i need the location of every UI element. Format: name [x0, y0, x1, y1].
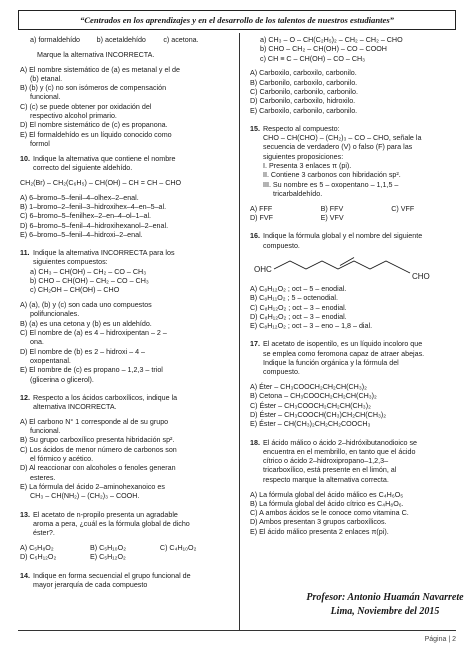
- question-stem: alternativa INCORRECTA.: [33, 403, 117, 412]
- option: C) VFF: [391, 204, 415, 213]
- proposition: III. Su nombre es 5 – oxopentano – 1,1,5 –: [263, 180, 399, 189]
- question-number: 10.: [20, 154, 30, 163]
- proposition: II. Contiene 3 carbonos con hibridación sp².: [263, 171, 401, 180]
- answer-options: [20, 418, 232, 502]
- option: B) La fórmula global del ácido cítrico es C₄H₈O₆.: [250, 499, 404, 508]
- option: E) Éster – CH(CH₃)₂CH₂CH₂COOCH₃: [250, 420, 371, 429]
- compound-item: b) CHO – CH₂ – CH(OH) – CO – COOH: [260, 45, 387, 54]
- question-15: [250, 125, 464, 199]
- option: C) Carbonilo, carbonilo, carbonilo.: [250, 87, 358, 96]
- option: funcional.: [30, 93, 61, 102]
- question-stem: aroma a pera, ¿cuál es la fórmula global de dicho: [33, 519, 190, 528]
- answer-options: [20, 194, 232, 240]
- option: polifuncionales.: [30, 310, 80, 319]
- question-16: [250, 232, 464, 251]
- option: B) Cetona – CH₃COOCH₂CH₂CH(CH₃)₂: [250, 392, 377, 401]
- option: A) El carbono N° 1 corresponde al de su grupo: [20, 417, 169, 426]
- option: D) El nombre de (b) es 2 – hidroxi – 4 –: [20, 347, 146, 356]
- option: E) La fórmula del ácido 2–aminohexanoico es: [20, 482, 165, 491]
- option: D) Carbonilo, carboxilo, hidroxilo.: [250, 97, 356, 106]
- question-stem: El acetato de isopentilo, es un líquido incoloro que: [263, 340, 423, 349]
- option: A) FFF: [250, 204, 273, 213]
- question-stem: Indique la alternativa INCORRECTA para los: [33, 249, 175, 258]
- page-number: Página | 2: [424, 636, 456, 643]
- formula: CH₂(Br) – CH₂(C₆H₅) – CH(OH) – CH = CH – CHO: [20, 178, 182, 187]
- question-stem: compuesto.: [263, 241, 300, 250]
- option: C) (c) se puede obtener por oxidación del: [20, 102, 152, 111]
- question-stem: encuentra en el membrillo, en tanto que el ácido: [263, 447, 416, 456]
- compound-items: [250, 36, 464, 64]
- question-stem: correcto del siguiente aldehído.: [33, 164, 133, 173]
- option: D) Al reaccionar con alcoholes o fenoles generan: [20, 464, 176, 473]
- option: oxopentanal.: [30, 356, 71, 365]
- question-stem: Respecto al compuesto:: [263, 124, 340, 133]
- question-14: [20, 572, 232, 591]
- question-stem: secuencia de verdadero (V) o falso (F) para las: [263, 143, 413, 152]
- answer-options: [250, 69, 464, 115]
- question-18: [250, 439, 464, 485]
- answer-options: [250, 214, 464, 223]
- option: E) C₈H₁₂O₂ ; oct – 3 – eno – 1,8 – dial.: [250, 322, 373, 331]
- question-number: 14.: [20, 571, 30, 580]
- option: esteres.: [30, 473, 56, 482]
- option: D) Ambos presentan 3 grupos carboxílicos.: [250, 518, 387, 527]
- option: el fórmico y acético.: [30, 455, 94, 464]
- option: B) Su grupo carboxílico presenta hibridación sp².: [20, 436, 175, 445]
- option: C) El nombre de (a) es 4 – hidroxipentan – 2 –: [20, 329, 167, 338]
- option: A) (a), (b) y (c) son cada uno compuestos: [20, 301, 152, 310]
- question-13: [20, 511, 232, 539]
- option: C) A ambos ácidos se le conoce como vitamina C.: [250, 509, 409, 518]
- option: A) 6–bromo–5–fenil–4–olhex–2–enal.: [20, 193, 139, 202]
- option: C) 6–bromo–5–fenilhex–2–en–4–ol–1–al.: [20, 212, 152, 221]
- option: ona.: [30, 338, 44, 347]
- option: B) (b) y (c) no son isómeros de compensación: [20, 84, 167, 93]
- option: B) Carbonilo, carboxilo, carbonilo.: [250, 78, 358, 87]
- left-column: [20, 36, 232, 590]
- option-a: a) formaldehído: [30, 36, 81, 44]
- option: A) C₅H₈O₂: [20, 543, 54, 552]
- option: D) Éster – CH₃COOCH(CH₃)CH₂CH(CH₃)₂: [250, 411, 387, 419]
- option: CH₃ – CH(NH₂) – (CH₂)₃ – COOH.: [30, 492, 140, 501]
- question-stem: Indique la función orgánica y la fórmula del: [263, 359, 399, 368]
- answer-options: [20, 301, 232, 385]
- answer-options: [250, 383, 464, 429]
- option: B) (a) es una cetona y (b) es un aldehído.: [20, 319, 152, 328]
- compound-item: a) CH₃ – O – CH(C₂H₅)₂ – CH₂ – CH₂ – CHO: [260, 36, 403, 44]
- option-b: b) acetaldehído: [96, 36, 146, 44]
- page-header: “Centrados en los aprendizajes y en el desarrollo de los talentos de nuestros estudiantes”: [18, 10, 456, 30]
- option: C) Éster – CH₃COOCH₂CH₂CH(CH₃)₂: [250, 401, 371, 410]
- question-stem: Respecto a los ácidos carboxílicos, indique la: [33, 393, 178, 402]
- option: E) 6–bromo–5–fenil–4–hidroxi–2–enal.: [20, 230, 143, 239]
- answer-options: [250, 491, 464, 537]
- question-number: 17.: [250, 340, 260, 349]
- option: A) El nombre sistemático de (a) es metanal y el de: [20, 65, 180, 74]
- mol-label-right: CHO: [412, 271, 430, 281]
- question-stem: siguientes proposiciones:: [263, 152, 344, 161]
- question-12: [20, 394, 232, 413]
- question-stem: CHO – CH(CHO) – (CH₂)₃ – CO – CHO, señale la: [263, 134, 422, 143]
- question-11: [20, 249, 232, 268]
- option: E) Carboxilo, carbonilo, carbonilo.: [250, 106, 358, 115]
- compound-item: a) CH₃ – CH(OH) – CH₂ – CO – CH₃: [30, 267, 147, 276]
- question-number: 13.: [20, 510, 30, 519]
- option: A) Carboxilo, carboxilo, carbonilo.: [250, 69, 357, 78]
- question-stem: Indique la alternativa que contiene el nombre: [33, 154, 176, 163]
- question-stem: compuesto.: [263, 368, 300, 377]
- question-stem: Indique la fórmula global y el nombre del siguiente: [263, 232, 423, 241]
- signature-date: Lima, Noviembre del 2015: [330, 606, 440, 617]
- answer-options: [20, 66, 232, 150]
- question-stem: éster?.: [33, 529, 55, 538]
- option: D) FVF: [250, 214, 274, 223]
- answer-options: [20, 544, 232, 553]
- column-divider: [239, 33, 240, 630]
- question-number: 16.: [250, 232, 260, 241]
- option: A) Éter – CH₃COOCH₂CH₂CH(CH₃)₂: [250, 383, 367, 392]
- option: A) La fórmula global del ácido málico es C₄H₆O₅: [250, 490, 404, 499]
- option: B) C₈H₁₁O₂ ; 5 – octenodial.: [250, 294, 338, 303]
- option: A) C₈H₁₂O₂ ; oct – 5 – enodial.: [250, 284, 347, 293]
- option: E) El formaldehído es un líquido conocido como: [20, 130, 172, 139]
- question-stem: tricarboxílico, está presente en el limón, al: [263, 466, 397, 475]
- question-stem: siguientes compuestos:: [33, 258, 108, 267]
- question-stem: respecto marque la alternativa correcta.: [263, 475, 389, 484]
- option: E) El ácido málico presenta 2 enlaces π(pi).: [250, 527, 389, 536]
- footer-rule: [18, 630, 456, 631]
- compound-item: c) CH₂OH – CH(OH) – CHO: [30, 286, 120, 295]
- mol-label-left: OHC: [254, 264, 272, 274]
- compound-item: b) CHO – CH(OH) – CH₂ – CO – CH₃: [30, 277, 149, 286]
- question-17: [250, 340, 464, 377]
- question-stem: El ácido málico o ácido 2–hidróxibutanodioico se: [263, 438, 418, 447]
- option: funcional.: [30, 427, 61, 436]
- question-number: 11.: [20, 249, 30, 258]
- option: B) 1–bromo–2–fenil–3–hidroxihex–4–en–5–al.: [20, 202, 167, 211]
- compound-names: [20, 36, 232, 45]
- question-stem: se emplea como feromona capaz de atraer abejas.: [263, 349, 425, 358]
- option: D) 6–bromo–5–fenil–4–hidroxihexanol–2–enal.: [20, 221, 169, 230]
- signature-teacher: Profesor: Antonio Huamán Navarrete: [306, 592, 464, 603]
- question-stem: El acetato de n-propilo presenta un agradable: [33, 510, 178, 519]
- option: B) FFV: [320, 204, 344, 213]
- proposition: I. Presenta 3 enlaces π (pi).: [263, 162, 352, 171]
- question-number: 12.: [20, 393, 30, 402]
- option-c: c) acetona.: [163, 36, 199, 44]
- proposition: tricarbaldehído.: [273, 189, 323, 198]
- question-number: 15.: [250, 124, 260, 133]
- compound-item: c) CH ≡ C – CH(OH) – CO – CH₃: [260, 54, 366, 63]
- skeletal-structure: [252, 253, 442, 283]
- option: (glicerina o glicerol).: [30, 375, 94, 384]
- answer-options: [250, 205, 464, 214]
- question-stem: Indique en forma secuencial el grupo funcional de: [33, 571, 191, 580]
- option: D) El nombre sistemático de (c) es propanona.: [20, 121, 168, 130]
- answer-options: [20, 553, 232, 562]
- option: E) C₅H₁₂O₂: [89, 553, 126, 562]
- answer-options: [250, 285, 464, 331]
- option: E) VFV: [320, 214, 344, 223]
- question-prompt: Marque la alternativa INCORRECTA.: [37, 50, 155, 59]
- question-stem: cítrico o ácido 2–hidroxipropano–1,2,3–: [263, 457, 389, 466]
- question-10: [20, 155, 232, 174]
- option: C) Los ácidos de menor número de carbonos son: [20, 445, 177, 454]
- option: respectivo alcohol primario.: [30, 112, 117, 121]
- option: B) C₅H₁₀O₂: [89, 543, 126, 552]
- question-number: 18.: [250, 438, 260, 447]
- option: (b) etanal.: [30, 74, 63, 83]
- option: D) C₅H₁₂O₂: [20, 553, 57, 562]
- option: formol: [30, 139, 50, 148]
- question-stem: mayor jerarquía de cada compuesto: [33, 580, 148, 589]
- option: C) C₄H₁₀O₂: [159, 543, 197, 552]
- option: D) C₈H₁₂O₂ ; oct – 3 – enodial.: [250, 312, 347, 321]
- option: E) El nombre de (c) es propano – 1,2,3 – triol: [20, 366, 163, 375]
- right-column: [250, 36, 464, 537]
- option: C) C₈H₁₂O₂ ; oct – 3 – enodial.: [250, 303, 347, 312]
